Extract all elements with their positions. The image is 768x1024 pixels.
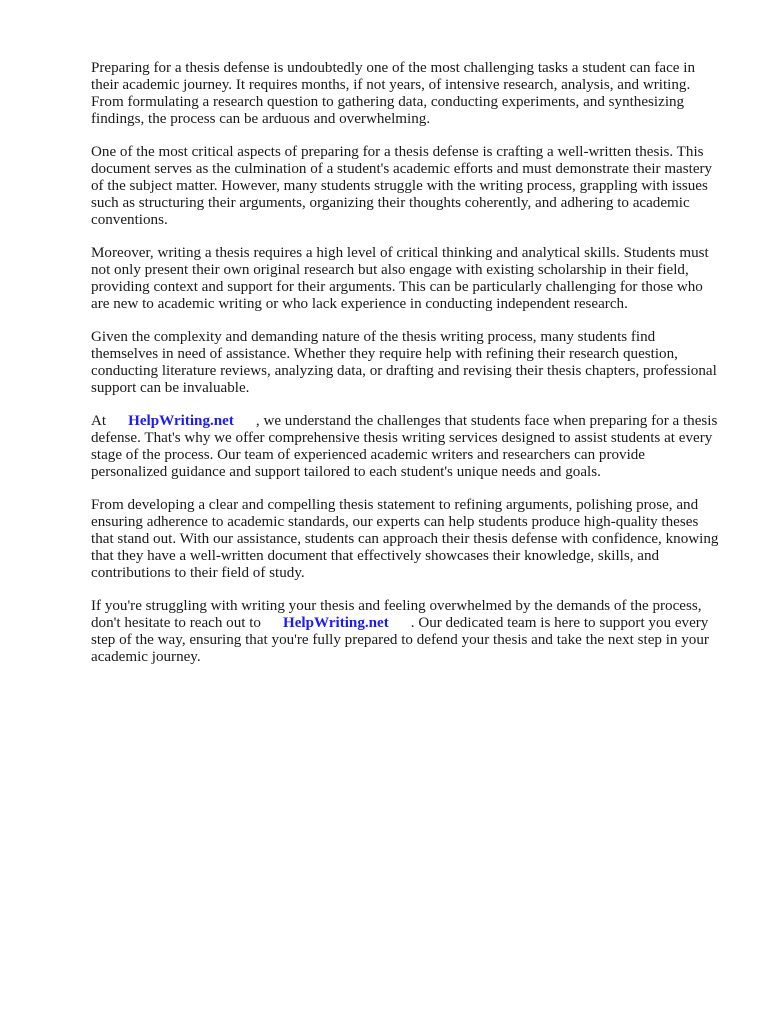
- helpwriting-link[interactable]: HelpWriting.net: [282, 615, 389, 631]
- paragraph-call-to-action: [91, 598, 723, 666]
- paragraph-services: From developing a clear and compelling thesis statement to refining arguments, polishing prose, and ensuring adherence to academic standards, our experts can help students produce high-quality theses that stand out. With our assistance, students can approach their thesis defense with confidence, knowing that they have a well-written document that effectively showcases their knowledge, skills, and contributions to their field of study.: [91, 497, 719, 581]
- document-body: [91, 60, 723, 682]
- paragraph-critical-thinking: Moreover, writing a thesis requires a high level of critical thinking and analytical skills. Students must not only present their own original research but also engage with existing scholarship in their field, providing context and support for their arguments. This can be particularly challenging for those who are new to academic writing or who lack experience in conducting independent research.: [91, 245, 709, 312]
- helpwriting-link[interactable]: HelpWriting.net: [128, 413, 234, 429]
- paragraph-text-segment: . Our dedicated team is here to support you every step of the way, ensuring that you're fully prepared to defend your thesis and take the next step in your academic journey.: [91, 615, 709, 665]
- paragraph-intro: Preparing for a thesis defense is undoubtedly one of the most challenging tasks a student can face in their academic journey. It requires months, if not years, of intensive research, analysis, and writing. From formulating a research question to gathering data, conducting experiments, and synthesizing findings, the process can be arduous and overwhelming.: [91, 60, 696, 127]
- paragraph-critical-aspects: One of the most critical aspects of preparing for a thesis defense is crafting a well-written thesis. This document serves as the culmination of a student's academic efforts and must demonstrate their mastery of the subject matter. However, many students struggle with the writing process, grappling with issues such as structuring their arguments, organizing their thoughts coherently, and adhering to academic conventions.: [91, 144, 713, 228]
- paragraph-text-segment: At: [91, 413, 107, 429]
- paragraph-text-segment: If you're struggling with writing your thesis and feeling overwhelmed by the demands of the process, don't hesitate to reach out to: [91, 598, 702, 631]
- paragraph-assistance: Given the complexity and demanding nature of the thesis writing process, many students find themselves in need of assistance. Whether they require help with refining their research question, conducting literature reviews, analyzing data, or drafting and revising their thesis chapters, professional support can be invaluable.: [91, 329, 717, 396]
- paragraph-text-segment: , we understand the challenges that students face when preparing for a thesis defense. That's why we offer comprehensive thesis writing services designed to assist students at every stage of the process. Our team of experienced academic writers and researchers can provide personalized guidance and support tailored to each student's unique needs and goals.: [91, 413, 718, 480]
- paragraph-helpwriting-intro: [91, 413, 723, 481]
